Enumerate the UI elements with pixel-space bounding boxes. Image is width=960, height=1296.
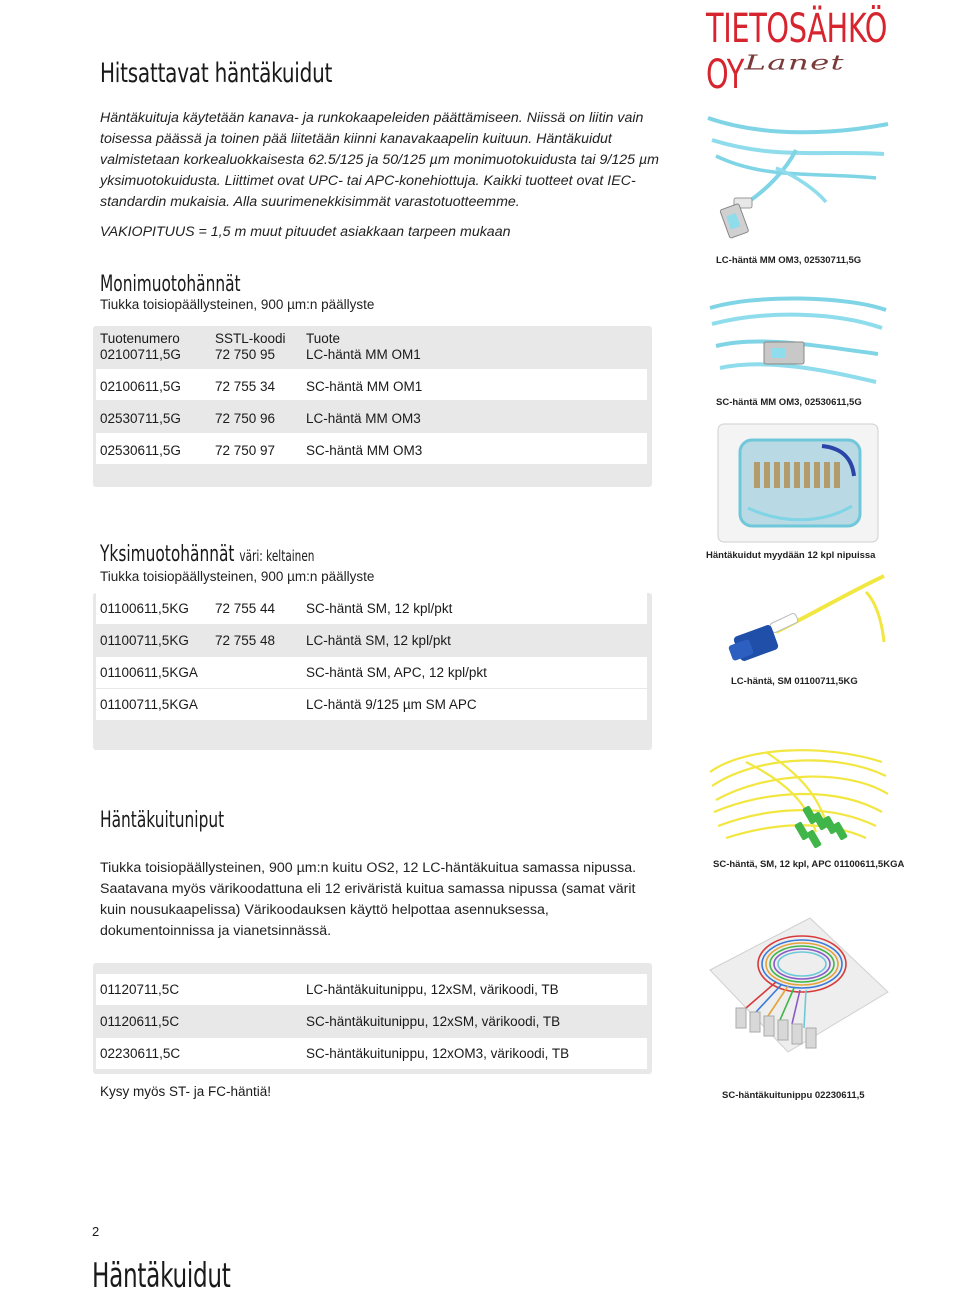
multimode-subtitle: Tiukka toisiopäällysteinen, 900 µm:n päällyste <box>100 297 375 312</box>
bundle-row-1-product: SC-häntäkuitunippu, 12xSM, värikoodi, TB <box>306 1014 561 1029</box>
header-sstl-code: SSTL-koodi <box>215 331 286 346</box>
sc-pigtail-mm-om3-photo <box>706 288 890 393</box>
sm-row-1-number: 01100711,5KG <box>100 633 189 648</box>
caption-lc-sm: LC-häntä, SM 01100711,5KG <box>731 676 858 687</box>
bundle-row-1-number: 01120611,5C <box>100 1014 180 1029</box>
sc-pigtail-sm-apc-bundle-photo <box>706 742 890 854</box>
mm-row-0-product: LC-häntä MM OM1 <box>306 347 421 362</box>
caption-sold-in-bundles: Häntäkuidut myydään 12 kpl nipuissa <box>706 550 876 561</box>
sm-row-1-code: 72 755 48 <box>215 633 276 648</box>
mm-row-1-code: 72 755 34 <box>215 379 276 394</box>
singlemode-color-note: väri: keltainen <box>239 547 315 565</box>
ask-more-note: Kysy myös ST- ja FC-häntiä! <box>100 1084 272 1099</box>
bundle-row-2-number: 02230611,5C <box>100 1046 181 1061</box>
mm-row-1-number: 02100611,5G <box>100 379 181 394</box>
mm-row-0-number: 02100711,5G <box>100 347 181 362</box>
brand-name: TIETOSÄHKÖ OY <box>706 6 888 98</box>
sc-bundle-om3-photo <box>706 912 890 1084</box>
mm-row-3-code: 72 750 97 <box>215 443 276 458</box>
mm-row-2-code: 72 750 96 <box>215 411 276 426</box>
lc-pigtail-mm-om3-photo <box>706 110 890 245</box>
caption-sc-bundle: SC-häntäkuitunippu 02230611,5 <box>722 1090 865 1101</box>
singlemode-heading <box>100 542 314 567</box>
caption-sc-sm-apc: SC-häntä, SM, 12 kpl, APC 01100611,5KGA <box>713 859 905 870</box>
sm-row-0-product: SC-häntä SM, 12 kpl/pkt <box>306 601 453 616</box>
mm-row-3-product: SC-häntä MM OM3 <box>306 443 423 458</box>
mm-row-1-product: SC-häntä MM OM1 <box>306 379 423 394</box>
mm-row-2-product: LC-häntä MM OM3 <box>306 411 421 426</box>
page-title: Hitsattavat häntäkuidut <box>100 58 333 89</box>
caption-lc-mm-om3: LC-häntä MM OM3, 02530711,5G <box>716 255 862 266</box>
page-number: 2 <box>92 1224 100 1239</box>
bundle-row-0-product: LC-häntäkuitunippu, 12xSM, värikoodi, TB <box>306 982 559 997</box>
bundles-text: Tiukka toisiopäällysteinen, 900 µm:n kuitu OS2, 12 LC-häntäkuitua samassa nipussa. Saatavana myös värikoodattuna eli 12 eriväristä kuitua samassa nipussa (samat värit kuin nousukaapelissa) Värikoodauksen käyttö helpottaa asennuksessa, dokumentoinnissa ja vianetsinnässä. <box>100 860 637 939</box>
footer-title: Häntäkuidut <box>92 1256 231 1296</box>
bundle-row-2-product: SC-häntäkuitunippu, 12xOM3, värikoodi, TB <box>306 1046 570 1061</box>
sm-row-2-number: 01100611,5KGA <box>100 665 198 680</box>
standard-length-note: VAKIOPITUUS = 1,5 m muut pituudet asiakkaan tarpeen mukaan <box>100 224 511 240</box>
svg-text:Lanet: Lanet <box>744 52 845 75</box>
caption-sc-mm-om3: SC-häntä MM OM3, 02530611,5G <box>716 397 862 408</box>
singlemode-title: Yksimuotohännät <box>100 542 235 567</box>
lc-pigtail-sm-photo <box>716 572 886 672</box>
sm-row-0-code: 72 755 44 <box>215 601 276 616</box>
sm-row-0-number: 01100611,5KG <box>100 601 189 616</box>
lanet-logo <box>742 52 870 82</box>
singlemode-subtitle: Tiukka toisiopäällysteinen, 900 µm:n päällyste <box>100 569 375 584</box>
bundles-heading: Häntäkuituniput <box>100 808 225 833</box>
mm-row-2-number: 02530711,5G <box>100 411 181 426</box>
mm-row-3-number: 02530611,5G <box>100 443 181 458</box>
header-product-number: Tuotenumero <box>100 331 180 346</box>
sm-row-2-product: SC-häntä SM, APC, 12 kpl/pkt <box>306 665 487 680</box>
intro-text: Häntäkuituja käytetään kanava- ja runkokaapeleiden päättämiseen. Niissä on liitin vain toisessa päässä ja toinen pää liitetään kiinni kanavakaapelin kuituun. Häntäkuidut valmistetaan korkealuokkaisesta 62.5/125 ja 50/125 µm monimuotokuidusta tai 9/125 µm yksimuotokuidusta. Liittimet ovat UPC- tai APC-konehiottuja. Kaikki tuotteet ovat IEC-standardin mukaisia. Alla suurimenekkisimmät varastotuotteemme. <box>100 110 659 210</box>
sm-row-1-product: LC-häntä SM, 12 kpl/pkt <box>306 633 451 648</box>
multimode-heading: Monimuotohännät <box>100 272 241 297</box>
bundle-row-0-number: 01120711,5C <box>100 982 180 997</box>
pigtail-bundle-tray-photo <box>712 418 886 548</box>
header-product: Tuote <box>306 331 341 346</box>
sm-row-3-product: LC-häntä 9/125 µm SM APC <box>306 697 477 712</box>
sm-row-3-number: 01100711,5KGA <box>100 697 198 712</box>
mm-row-0-code: 72 750 95 <box>215 347 276 362</box>
